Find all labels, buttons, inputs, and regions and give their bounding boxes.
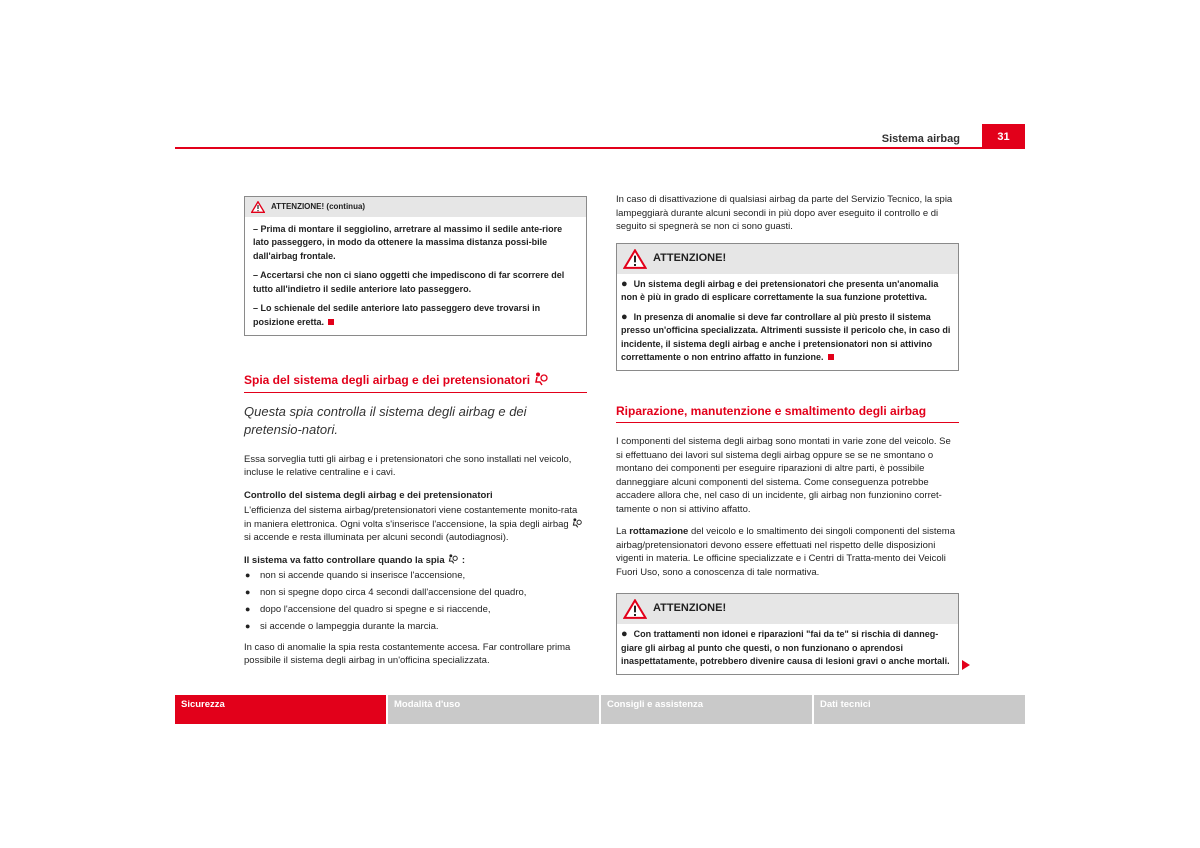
warning-item: ● Un sistema degli airbag e dei pretensionatori che presenta un'anomalia non è più in grado di esplicare correttamente la sua funzione protettiva. (621, 277, 939, 302)
running-header-title: Sistema airbag (881, 133, 960, 145)
warning-body (617, 624, 958, 674)
warning-item: – Accertarsi che non ci siano oggetti che impediscono di far scorrere del tutto all'indietro il sedile anteriore lato passeggero. (253, 270, 565, 294)
tab-sicurezza[interactable]: Sicurezza (175, 695, 386, 724)
section-intro: Questa spia controlla il sistema degli airbag e dei pretensio-natori. (244, 403, 527, 437)
section-title-repair: Riparazione, manutenzione e smaltimento degli airbag (616, 405, 959, 424)
footer-nav (175, 695, 1025, 724)
section-title-airbag-light: Spia del sistema degli airbag e dei pretensionatori (244, 372, 587, 393)
warning-box (616, 593, 959, 675)
next-page-arrow-icon[interactable] (962, 660, 970, 670)
warning-title: ATTENZIONE! (653, 602, 727, 615)
left-column (244, 196, 587, 677)
warning-body (245, 217, 586, 336)
warning-header (617, 244, 958, 274)
list-item: ● non si accende quando si inserisce l'accensione, (244, 569, 587, 583)
tab-dati-tecnici[interactable]: Dati tecnici (814, 695, 1025, 724)
warning-item: ● Con trattamenti non idonei e riparazioni "fai da te" si rischia di danneg-giare gli airbag al punto che questi, o non funzionano o aprendosi inaspettatamente, potrebbero divenire causa di lesioni gravi o anche mortali. (621, 628, 950, 666)
warning-header (617, 594, 958, 624)
end-of-section-mark (828, 354, 834, 360)
warning-title: ATTENZIONE! (653, 251, 727, 264)
right-column (616, 193, 959, 675)
paragraph: La rottamazione del veicolo e lo smaltimento dei singoli componenti del sistema airbag/pretensionatori devono essere effettuati nel rispetto delle disposizioni vigenti in materia. Le officine specializzate e i Centri di Tratta-mento dei Veicoli Fuori Uso, sono a conoscenza di tale normativa. (616, 526, 956, 578)
warning-triangle-icon (251, 201, 265, 213)
bullet-list (244, 569, 587, 634)
list-item: ● si accende o lampeggia durante la marcia. (244, 620, 587, 634)
list-item: ● dopo l'accensione del quadro si spegne e si riaccende, (244, 603, 587, 617)
paragraph: In caso di anomalie la spia resta costantemente accesa. Far controllare prima possibile il sistema degli airbag in un'officina specializzata. (244, 641, 571, 666)
warning-box (616, 243, 959, 371)
airbag-warning-light-icon (447, 554, 459, 564)
subheading: Controllo del sistema degli airbag e dei pretensionatori (244, 489, 493, 501)
warning-box-continued (244, 196, 587, 336)
warning-triangle-icon (623, 599, 647, 619)
warning-item-text: – Lo schienale del sedile anteriore lato passeggero deve trovarsi in posizione eretta. (253, 303, 541, 327)
airbag-warning-light-icon (571, 518, 583, 528)
tab-consigli-assistenza[interactable]: Consigli e assistenza (601, 695, 812, 724)
warning-header (245, 197, 586, 217)
paragraph: L'efficienza del sistema airbag/pretensionatori viene costantemente monito-rata in maniera elettronica. Ogni volta s'inserisce l'accensione, la spia degli airbag si accende e resta illuminata per alcuni secondi (autodiagnosi). (244, 504, 587, 545)
tab-modalita-uso[interactable]: Modalità d'uso (388, 695, 599, 724)
end-of-section-mark (328, 319, 334, 325)
warning-triangle-icon (623, 249, 647, 269)
warning-item (253, 302, 578, 329)
page-number: 31 (982, 124, 1025, 149)
airbag-warning-light-icon (533, 372, 549, 386)
header-rule (175, 147, 1025, 149)
paragraph: I componenti del sistema degli airbag sono montati in varie zone del veicolo. Se si effettuano dei lavori sul sistema degli airbag oppure se se ne smontano o montano dei componenti per eseguire riparazioni di altre parti, è possibile danneggiare alcuni componenti del sistema. Come conseguenza potrebbe accadere allora che, nel caso di un incidente, gli airbag non funzionino corret-tamente o non si attivino affatto. (616, 436, 951, 515)
warning-body (617, 274, 958, 370)
paragraph: Essa sorveglia tutti gli airbag e i pretensionatori che sono installati nel veicolo, incluse le relative centraline e i cavi. (244, 453, 572, 478)
list-item: ● non si spegne dopo circa 4 secondi dall'accensione del quadro, (244, 586, 587, 600)
paragraph: In caso di disattivazione di qualsiasi airbag da parte del Servizio Tecnico, la spia lampeggiarà durante alcuni secondi in più dopo aver eseguito il controllo e di seguito si spegnerà se non ci sono guasti. (616, 194, 953, 232)
subheading: Il sistema va fatto controllare quando la spia : (244, 554, 466, 566)
warning-title: ATTENZIONE! (continua) (271, 202, 366, 211)
warning-item: ● In presenza di anomalie si deve far controllare al più presto il sistema presso un'officina specializzata. Altrimenti sussiste il pericolo che, in caso di incidente, il sistema degli airbag e anche i pretensionatori non si attivino correttamente o non entrino affatto in funzione. (621, 310, 951, 362)
warning-item: – Prima di montare il seggiolino, arretrare al massimo il sedile ante-riore lato passeggero, in modo da ottenere la massima distanza possi-bile dall'airbag frontale. (253, 223, 563, 261)
